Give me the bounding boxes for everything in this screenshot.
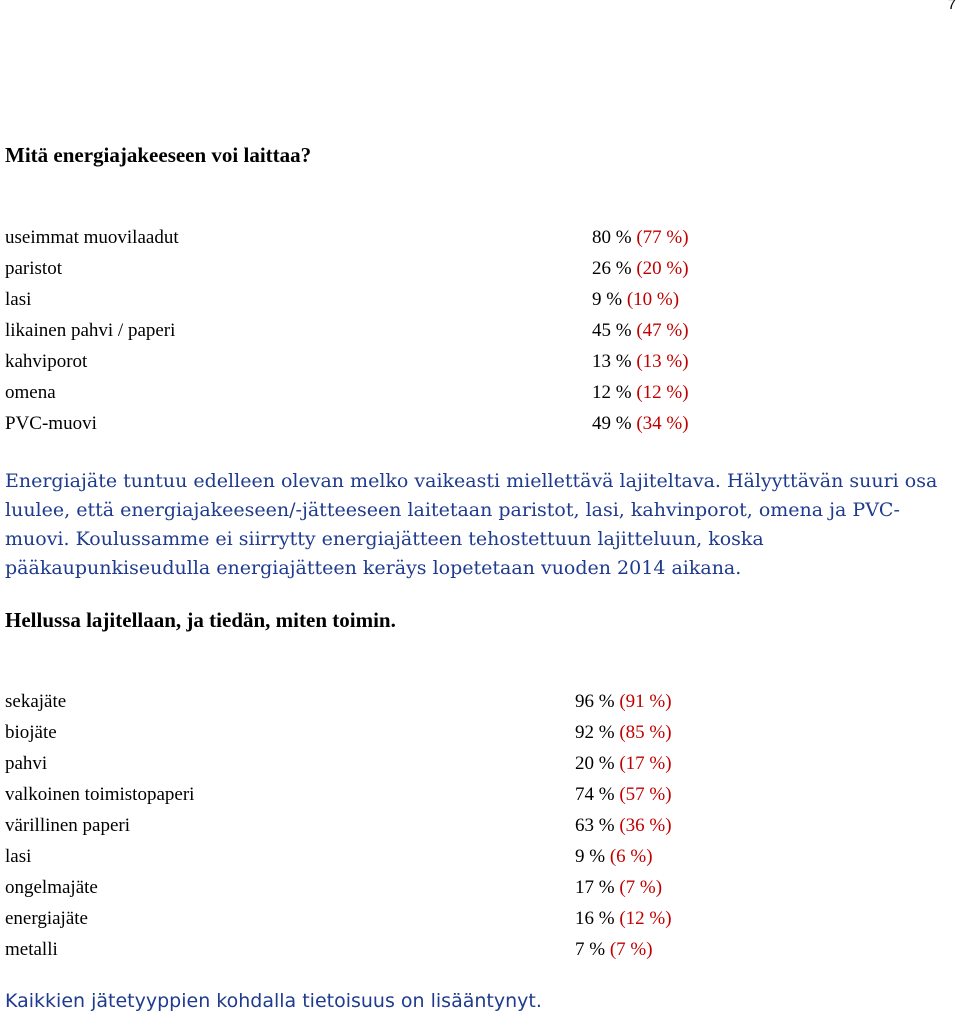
previous-percentage: (34 %) [636,413,689,434]
current-percentage: 17 % [575,877,615,898]
item-value-group [592,288,679,312]
item-value-group [592,226,689,250]
item-value-group [575,876,662,900]
item-label: useimmat muovilaadut [5,227,179,248]
current-percentage: 9 % [575,846,606,867]
previous-percentage: (7 %) [619,877,663,898]
item-value-group [575,845,653,869]
current-percentage: 96 % [575,691,615,712]
current-percentage: 16 % [575,908,615,929]
item-label: lasi [5,289,32,310]
item-value-group [592,319,689,343]
previous-percentage: (36 %) [619,815,672,836]
previous-percentage: (7 %) [609,939,653,960]
previous-percentage: (12 %) [619,908,672,929]
current-percentage: 45 % [592,320,632,341]
item-label: lasi [5,846,32,867]
current-percentage: 9 % [592,289,623,310]
item-label: omena [5,382,56,403]
previous-percentage: (57 %) [619,784,672,805]
item-label: sekajäte [5,691,67,712]
previous-percentage: (47 %) [636,320,689,341]
item-value-group [575,690,672,714]
item-value-group [592,412,689,436]
current-percentage: 92 % [575,722,615,743]
current-percentage: 13 % [592,351,632,372]
previous-percentage: (85 %) [619,722,672,743]
item-label: pahvi [5,753,48,774]
item-label: kahviporot [5,351,88,372]
current-percentage: 7 % [575,939,606,960]
previous-percentage: (13 %) [636,351,689,372]
previous-percentage: (77 %) [636,227,689,248]
item-value-group [592,381,689,405]
item-value-group [575,721,672,745]
current-percentage: 74 % [575,784,615,805]
current-percentage: 20 % [575,753,615,774]
previous-percentage: (6 %) [609,846,653,867]
current-percentage: 12 % [592,382,632,403]
summary-text: Kaikkien jätetyyppien kohdalla tietoisuus on lisääntynyt. [5,990,542,1012]
commentary-paragraph: Energiajäte tuntuu edelleen olevan melko vaikeasti miellettävä lajiteltava. Hälyyttävän suuri osa luulee, että energiajakeeseen/-jätteeseen laitetaan paristot, lasi, kahvinporot, omena ja PVC-muovi. Koulussamme ei siirrytty energiajätteen tehostettuun lajitteluun, koska pääkaupunkiseudulla energiajätteen keräys lopetetaan vuoden 2014 aikana. [5,470,938,579]
question-heading: Mitä energiajakeeseen voi laittaa? [5,143,312,167]
previous-percentage: (91 %) [619,691,672,712]
item-label: värillinen paperi [5,815,131,836]
item-label: paristot [5,258,62,279]
previous-percentage: (10 %) [626,289,680,310]
current-percentage: 49 % [592,413,632,434]
previous-percentage: (17 %) [619,753,672,774]
previous-percentage: (20 %) [636,258,689,279]
previous-percentage: (12 %) [636,382,689,403]
current-percentage: 80 % [592,227,632,248]
item-value-group [575,907,672,931]
statement-heading: Hellussa lajitellaan, ja tiedän, miten toimin. [5,608,396,632]
item-label: energiajäte [5,908,88,929]
item-value-group [575,938,653,962]
item-value-group [575,783,672,807]
item-label: biojäte [5,722,57,743]
item-label: valkoinen toimistopaperi [5,784,195,805]
item-label: PVC-muovi [5,413,97,434]
item-label: likainen pahvi / paperi [5,320,176,341]
item-value-group [575,814,672,838]
current-percentage: 63 % [575,815,615,836]
page-number: 7 [947,0,956,13]
current-percentage: 26 % [592,258,632,279]
item-value-group [575,752,672,776]
item-value-group [592,257,689,281]
item-label: ongelmajäte [5,877,98,898]
item-value-group [592,350,689,374]
item-label: metalli [5,939,58,960]
